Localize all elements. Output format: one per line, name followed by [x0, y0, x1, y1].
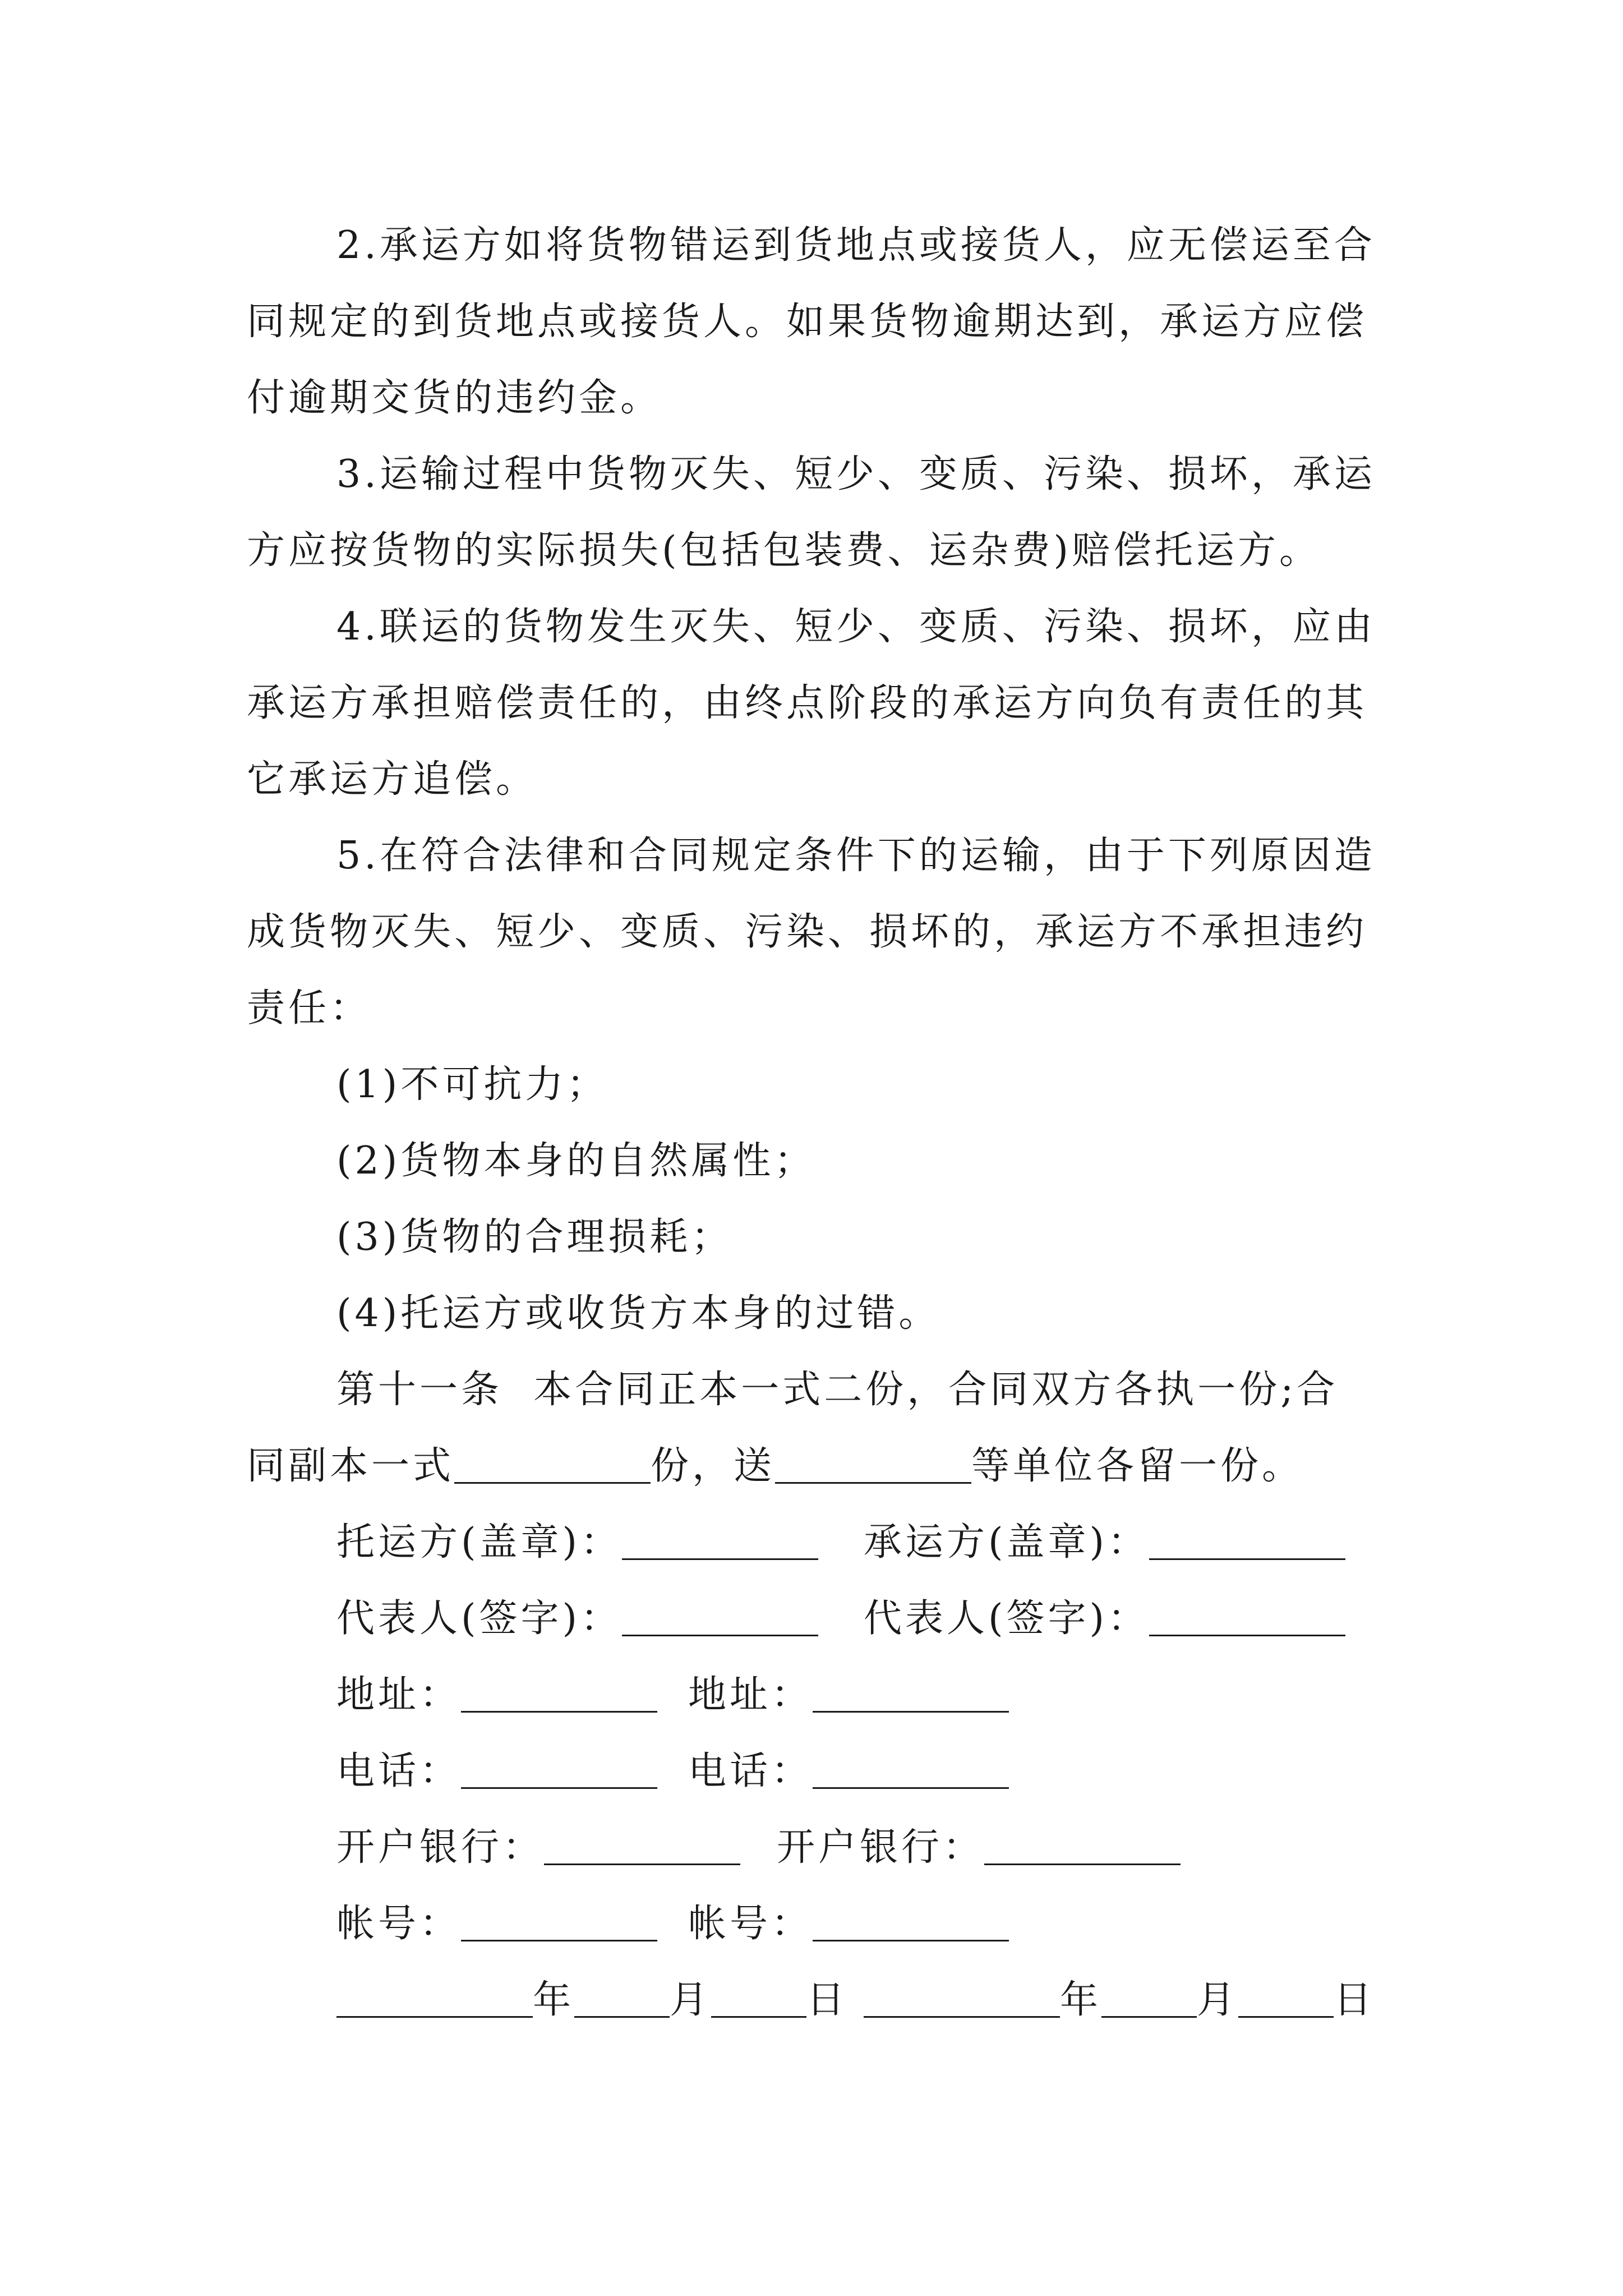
clause-3: 3.运输过程中货物灭失、短少、变质、污染、损坏，承运方应按货物的实际损失(包括包装费、运杂费)赔偿托运方。	[247, 452, 1376, 573]
shipper-account-label: 帐号：	[336, 1902, 462, 1946]
shipper-month-blank[interactable]	[574, 1962, 670, 2018]
carrier-account-label: 帐号：	[688, 1902, 813, 1946]
shipper-day-blank[interactable]	[711, 1962, 806, 2018]
phone-row	[247, 1733, 1391, 1810]
shipper-phone-blank[interactable]	[461, 1733, 657, 1789]
shipper-seal-blank[interactable]	[622, 1504, 818, 1560]
date-row	[247, 1962, 1391, 2039]
carrier-address-blank[interactable]	[813, 1657, 1009, 1713]
carrier-rep-label: 代表人(签字)：	[864, 1596, 1150, 1641]
carrier-account-blank[interactable]	[813, 1886, 1009, 1941]
copies-label: 同副本一式	[247, 1444, 455, 1488]
carrier-date-field	[864, 1962, 1375, 2039]
clause-4: 4.联运的货物发生灭失、短少、变质、污染、损坏，应由承运方承担赔偿责任的，由终点阶段的承运方向负有责任的其它承运方追偿。	[247, 605, 1376, 802]
send-label: 份，送	[651, 1444, 776, 1488]
carrier-seal-label: 承运方(盖章)：	[864, 1520, 1150, 1565]
shipper-bank-blank[interactable]	[544, 1810, 740, 1865]
carrier-bank-blank[interactable]	[984, 1810, 1181, 1865]
year-label: 年	[533, 1978, 575, 2022]
carrier-year-blank[interactable]	[864, 1962, 1060, 2018]
carrier-month-blank[interactable]	[1101, 1962, 1197, 2018]
bank-row	[247, 1810, 1391, 1886]
clause-2: 2.承运方如将货物错运到货地点或接货人，应无偿运至合同规定的到货地点或接货人。如果货物逾期达到，承运方应偿付逾期交货的违约金。	[247, 223, 1376, 420]
month-label: 月	[1197, 1978, 1239, 2022]
carrier-phone-field	[688, 1733, 1009, 1810]
month-label: 月	[670, 1978, 712, 2022]
exemption-2: (2)货物本身的自然属性；	[336, 1139, 816, 1183]
carrier-account-field	[688, 1886, 1009, 1962]
shipper-address-field	[336, 1657, 657, 1733]
shipper-seal-label: 托运方(盖章)：	[336, 1520, 623, 1565]
carrier-address-field	[688, 1657, 1009, 1733]
shipper-seal-field	[336, 1504, 818, 1581]
shipper-address-blank[interactable]	[461, 1657, 657, 1713]
shipper-phone-label: 电话：	[336, 1749, 462, 1793]
carrier-bank-field	[777, 1810, 1181, 1886]
units-label: 等单位各留一份。	[971, 1444, 1304, 1488]
day-label: 日	[1334, 1978, 1376, 2022]
copies-blank[interactable]	[454, 1428, 651, 1484]
exemption-3: (3)货物的合理损耗；	[336, 1215, 733, 1259]
carrier-phone-label: 电话：	[688, 1749, 813, 1793]
article-11-line-2	[247, 1428, 1391, 1504]
carrier-address-label: 地址：	[688, 1673, 813, 1717]
clause-5: 5.在符合法律和合同规定条件下的运输，由于下列原因造成货物灭失、短少、变质、污染、损坏的，承运方不承担违约责任：	[247, 834, 1376, 1030]
shipper-rep-label: 代表人(签字)：	[336, 1596, 623, 1641]
carrier-seal-blank[interactable]	[1149, 1504, 1345, 1560]
carrier-rep-blank[interactable]	[1149, 1581, 1345, 1636]
carrier-phone-blank[interactable]	[813, 1733, 1009, 1789]
carrier-rep-field	[864, 1581, 1345, 1657]
recipients-blank[interactable]	[775, 1428, 971, 1484]
address-row	[247, 1657, 1391, 1733]
shipper-account-blank[interactable]	[461, 1886, 657, 1941]
day-label: 日	[806, 1978, 849, 2022]
document-page	[247, 208, 1391, 2039]
shipper-date-field	[336, 1962, 848, 2039]
article-11-line-1: 第十一条 本合同正本一式二份，合同双方各执一份;合	[336, 1368, 1339, 1412]
shipper-year-blank[interactable]	[336, 1962, 533, 2018]
shipper-phone-field	[336, 1733, 657, 1810]
shipper-rep-blank[interactable]	[622, 1581, 818, 1636]
carrier-day-blank[interactable]	[1238, 1962, 1334, 2018]
representative-row	[247, 1581, 1391, 1657]
exemption-4: (4)托运方或收货方本身的过错。	[336, 1291, 940, 1336]
carrier-bank-label: 开户银行：	[777, 1825, 985, 1870]
exemption-1: (1)不可抗力；	[336, 1062, 608, 1107]
shipper-bank-label: 开户银行：	[336, 1825, 545, 1870]
shipper-rep-field	[336, 1581, 818, 1657]
shipper-address-label: 地址：	[336, 1673, 462, 1717]
shipper-bank-field	[336, 1810, 740, 1886]
account-row	[247, 1886, 1391, 1962]
carrier-seal-field	[864, 1504, 1345, 1581]
seal-row	[247, 1504, 1391, 1581]
shipper-account-field	[336, 1886, 657, 1962]
year-label: 年	[1060, 1978, 1102, 2022]
